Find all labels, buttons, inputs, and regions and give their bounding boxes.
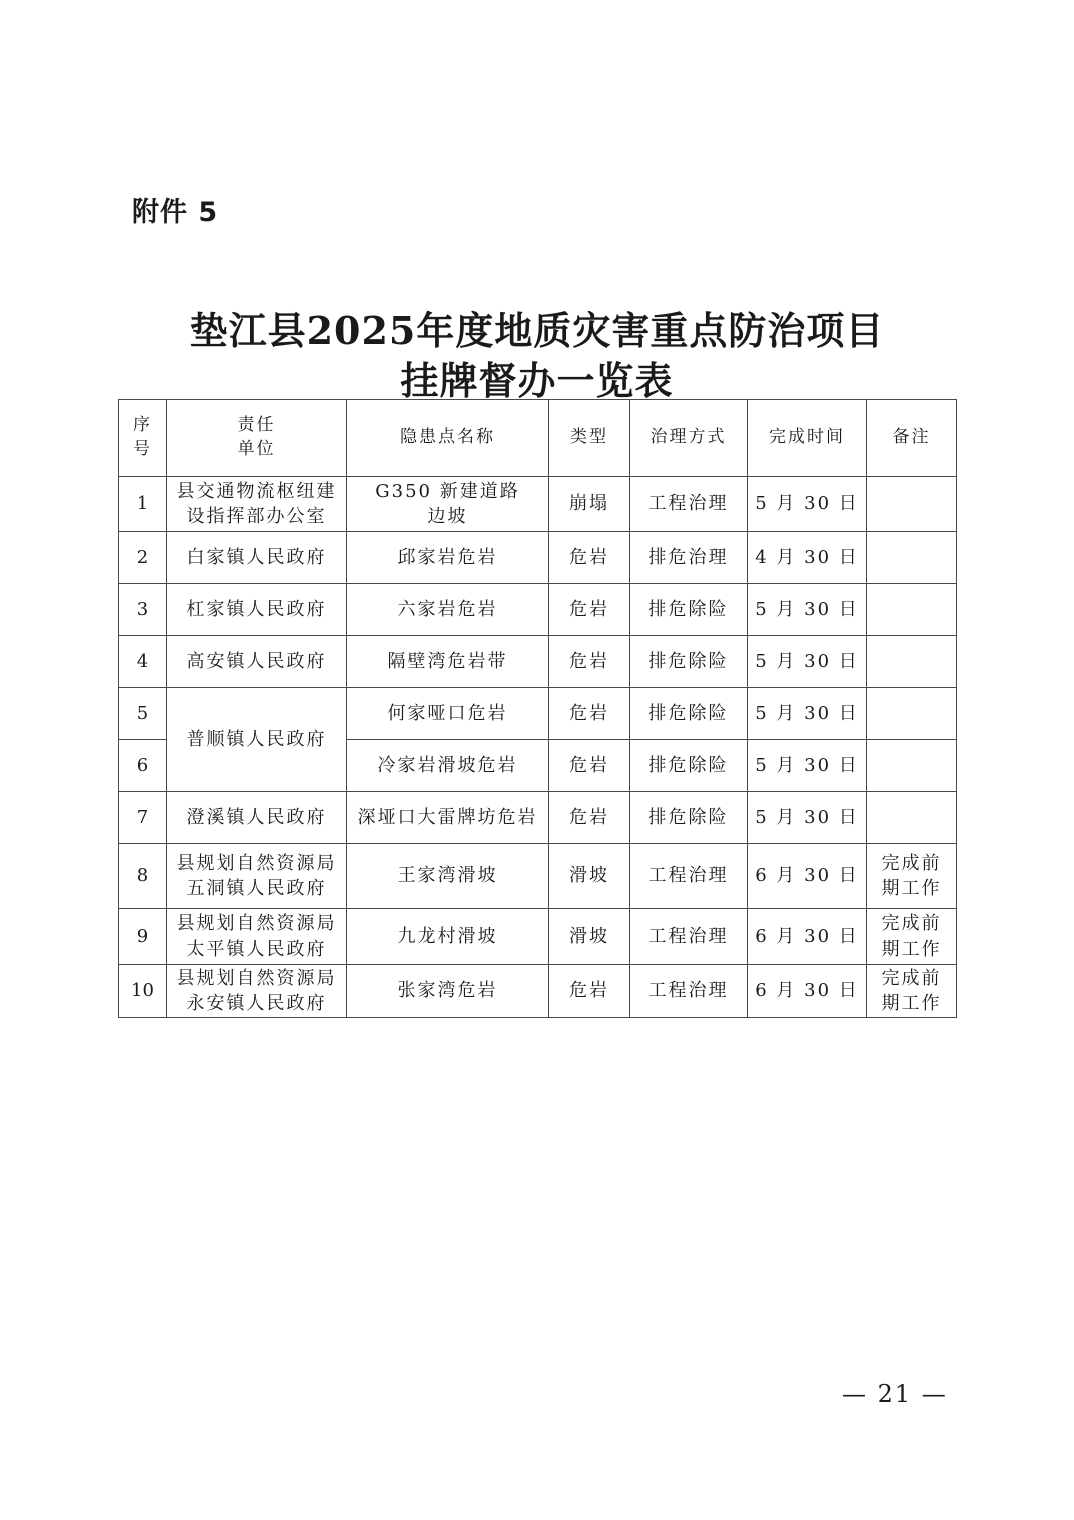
cell-note [867,688,957,740]
supervision-list-table [118,399,957,1018]
cell-site: 九龙村滑坡 [347,909,549,965]
cell-method: 工程治理 [630,909,748,965]
cell-note [867,532,957,584]
cell-method: 工程治理 [630,965,748,1018]
cell-time: 5 月 30 日 [748,792,867,844]
cell-seq: 10 [119,965,167,1018]
header-type: 类型 [549,400,630,477]
cell-seq: 2 [119,532,167,584]
cell-site: 六家岩危岩 [347,584,549,636]
cell-seq: 1 [119,477,167,532]
table-row [119,844,957,909]
cell-note [867,636,957,688]
cell-time: 6 月 30 日 [748,909,867,965]
document-title-line-2: 挂牌督办一览表 [400,358,674,403]
cell-type: 危岩 [549,792,630,844]
cell-site: G350 新建道路 边坡 [347,477,549,532]
cell-type: 滑坡 [549,909,630,965]
cell-type: 危岩 [549,688,630,740]
cell-time: 6 月 30 日 [748,965,867,1018]
cell-type: 崩塌 [549,477,630,532]
cell-site: 张家湾危岩 [347,965,549,1018]
cell-type: 危岩 [549,532,630,584]
cell-seq: 4 [119,636,167,688]
table-row [119,792,957,844]
cell-seq: 5 [119,688,167,740]
cell-seq: 9 [119,909,167,965]
cell-type: 危岩 [549,965,630,1018]
cell-note [867,740,957,792]
cell-note: 完成前 期工作 [867,965,957,1018]
header-site: 隐患点名称 [347,400,549,477]
header-note: 备注 [867,400,957,477]
cell-unit: 澄溪镇人民政府 [167,792,347,844]
table-row [119,909,957,965]
cell-unit: 高安镇人民政府 [167,636,347,688]
cell-seq: 6 [119,740,167,792]
cell-time: 6 月 30 日 [748,844,867,909]
header-time: 完成时间 [748,400,867,477]
cell-unit: 杠家镇人民政府 [167,584,347,636]
table-row [119,477,957,532]
cell-method: 排危治理 [630,532,748,584]
header-seq: 序 号 [119,400,167,477]
cell-unit: 县交通物流枢纽建 设指挥部办公室 [167,477,347,532]
cell-method: 排危除险 [630,584,748,636]
cell-note [867,477,957,532]
attachment-label: 附件 5 [132,197,219,228]
cell-method: 工程治理 [630,477,748,532]
cell-type: 危岩 [549,636,630,688]
cell-unit-merged: 普顺镇人民政府 [167,688,347,792]
cell-time: 5 月 30 日 [748,688,867,740]
cell-method: 工程治理 [630,844,748,909]
cell-method: 排危除险 [630,792,748,844]
cell-site: 隔壁湾危岩带 [347,636,549,688]
document-title-line-1: 垫江县2025年度地质灾害重点防治项目 [189,308,885,353]
header-unit: 责任 单位 [167,400,347,477]
cell-time: 4 月 30 日 [748,532,867,584]
cell-unit: 县规划自然资源局 永安镇人民政府 [167,965,347,1018]
table-row [119,584,957,636]
table-row [119,965,957,1018]
cell-type: 危岩 [549,584,630,636]
table-row [119,636,957,688]
cell-note [867,584,957,636]
header-method: 治理方式 [630,400,748,477]
cell-note [867,792,957,844]
cell-site: 王家湾滑坡 [347,844,549,909]
cell-type: 危岩 [549,740,630,792]
cell-method: 排危除险 [630,636,748,688]
table-row [119,532,957,584]
cell-seq: 7 [119,792,167,844]
table-header-row [119,400,957,477]
cell-seq: 3 [119,584,167,636]
cell-unit: 白家镇人民政府 [167,532,347,584]
cell-site: 何家哑口危岩 [347,688,549,740]
cell-site: 邱家岩危岩 [347,532,549,584]
cell-unit: 县规划自然资源局 五洞镇人民政府 [167,844,347,909]
cell-note: 完成前 期工作 [867,909,957,965]
cell-time: 5 月 30 日 [748,584,867,636]
cell-time: 5 月 30 日 [748,740,867,792]
cell-time: 5 月 30 日 [748,636,867,688]
cell-site: 冷家岩滑坡危岩 [347,740,549,792]
cell-type: 滑坡 [549,844,630,909]
cell-method: 排危除险 [630,740,748,792]
table-row [119,688,957,740]
cell-unit: 县规划自然资源局 太平镇人民政府 [167,909,347,965]
cell-seq: 8 [119,844,167,909]
page-number: — 21 — [842,1380,948,1408]
cell-note: 完成前 期工作 [867,844,957,909]
cell-site: 深垭口大雷牌坊危岩 [347,792,549,844]
cell-method: 排危除险 [630,688,748,740]
cell-time: 5 月 30 日 [748,477,867,532]
